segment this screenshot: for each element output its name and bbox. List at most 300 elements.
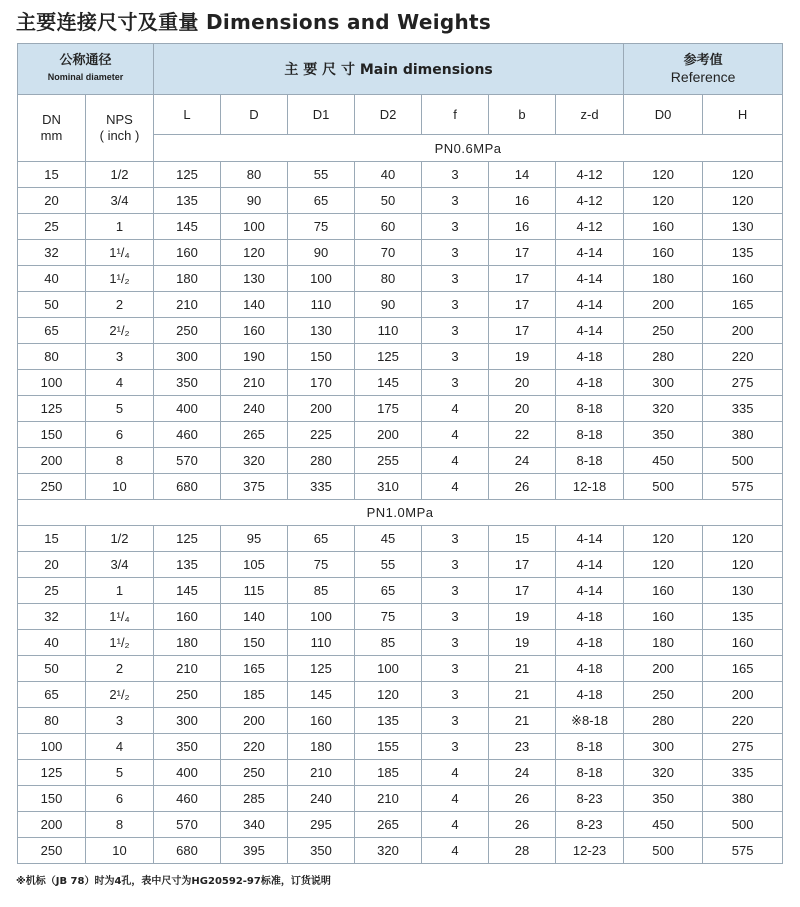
table-cell: 125 [18,760,86,786]
table-cell: 350 [624,786,703,812]
table-cell: 220 [703,344,783,370]
table-cell: 16 [489,214,556,240]
table-cell: 4-18 [556,604,624,630]
table-cell: 110 [288,630,355,656]
table-cell: 145 [288,682,355,708]
table-cell: 1¹/₄ [86,604,154,630]
table-cell: 3 [422,682,489,708]
table-cell: 75 [288,552,355,578]
table-cell: 160 [154,240,221,266]
table-cell: 19 [489,604,556,630]
col-header-b: b [489,95,556,135]
table-cell: 570 [154,812,221,838]
table-cell: 140 [221,292,288,318]
table-cell: 180 [154,266,221,292]
col-header-f: f [422,95,489,135]
nominal-diameter-header [18,44,154,95]
table-cell: 155 [355,734,422,760]
table-cell: 3 [422,162,489,188]
table-cell: 280 [624,708,703,734]
table-cell: 140 [221,604,288,630]
table-cell: 20 [489,396,556,422]
table-cell: 145 [154,578,221,604]
table-cell: 80 [355,266,422,292]
table-cell: 100 [18,734,86,760]
table-cell: 180 [624,266,703,292]
column-header-row [18,95,783,135]
nps-unit: ( inch ) [99,128,140,143]
table-cell: 460 [154,786,221,812]
table-cell: 225 [288,422,355,448]
table-cell: 5 [86,760,154,786]
table-cell: 575 [703,474,783,500]
table-cell: 250 [18,474,86,500]
table-cell: 135 [703,604,783,630]
table-cell: 8-23 [556,786,624,812]
table-cell: 4 [422,422,489,448]
table-cell: 105 [221,552,288,578]
page-title: 主要连接尺寸及重量 Dimensions and Weights [16,10,492,34]
table-cell: 160 [624,578,703,604]
table-cell: 50 [18,292,86,318]
table-cell: 300 [154,344,221,370]
table-cell: 40 [18,630,86,656]
table-cell: 320 [624,396,703,422]
table-cell: 125 [18,396,86,422]
table-cell: 3 [422,214,489,240]
table-cell: 70 [355,240,422,266]
table-cell: 2 [86,656,154,682]
table-cell: 120 [703,552,783,578]
dn-unit: mm [40,128,63,143]
table-cell: 4-14 [556,552,624,578]
table-cell: 4 [422,396,489,422]
table-cell: 165 [703,292,783,318]
table-cell: 150 [18,422,86,448]
table-cell: 8-18 [556,422,624,448]
footnote: ※机标（JB 78）时为4孔，表中尺寸为HG20592-97标准，订货说明 [16,876,331,887]
table-cell: 15 [18,162,86,188]
table-cell: 135 [154,188,221,214]
table-cell: 280 [624,344,703,370]
table-cell: 3 [422,708,489,734]
table-row [18,630,783,656]
col-header-d2: D2 [355,95,422,135]
table-cell: 4-14 [556,292,624,318]
table-row [18,812,783,838]
table-cell: 335 [703,396,783,422]
table-cell: 3/4 [86,188,154,214]
table-cell: 120 [624,552,703,578]
table-cell: 16 [489,188,556,214]
col-header-h: H [703,95,783,135]
table-cell: 3 [422,578,489,604]
table-cell: 4 [422,838,489,864]
table-cell: 130 [703,214,783,240]
table-cell: 24 [489,448,556,474]
table-cell: ※8-18 [556,708,624,734]
table-cell: 1/2 [86,526,154,552]
col-header-z-d: z-d [556,95,624,135]
table-cell: 4-12 [556,188,624,214]
pressure-label: PN1.0MPa [18,500,783,526]
table-cell: 3/4 [86,552,154,578]
table-cell: 120 [624,526,703,552]
table-cell: 400 [154,396,221,422]
table-row [18,318,783,344]
table-cell: 23 [489,734,556,760]
table-cell: 3 [422,734,489,760]
table-cell: 3 [422,526,489,552]
table-cell: 450 [624,812,703,838]
table-cell: 150 [288,344,355,370]
nominal-en-label: Nominal diameter [47,72,124,82]
table-cell: 275 [703,370,783,396]
table-cell: 4-12 [556,162,624,188]
table-cell: 1¹/₂ [86,630,154,656]
table-cell: 130 [288,318,355,344]
table-cell: 125 [355,344,422,370]
table-cell: 4-14 [556,526,624,552]
dn-label: DN [42,112,61,127]
table-cell: 100 [288,266,355,292]
table-cell: 300 [154,708,221,734]
table-cell: 135 [355,708,422,734]
table-cell: 115 [221,578,288,604]
table-cell: 50 [355,188,422,214]
table-row [18,162,783,188]
col-header-d0: D0 [624,95,703,135]
table-cell: 2¹/₂ [86,682,154,708]
table-cell: 4 [422,812,489,838]
table-cell: 85 [288,578,355,604]
main-dimensions-header [154,44,624,95]
table-cell: 380 [703,786,783,812]
table-cell: 1 [86,214,154,240]
table-cell: 120 [221,240,288,266]
table-cell: 680 [154,838,221,864]
table-cell: 160 [703,630,783,656]
table-cell: 90 [221,188,288,214]
reference-en-label: Reference [670,69,736,85]
pressure-row [18,500,783,526]
table-cell: 200 [221,708,288,734]
table-cell: 200 [18,812,86,838]
table-cell: 65 [355,578,422,604]
table-cell: 265 [355,812,422,838]
table-cell: 8-23 [556,812,624,838]
table-cell: 335 [288,474,355,500]
table-cell: 4-14 [556,266,624,292]
table-row [18,526,783,552]
table-cell: 50 [18,656,86,682]
table-row [18,604,783,630]
table-row [18,474,783,500]
table-cell: 20 [489,370,556,396]
table-cell: 4-18 [556,682,624,708]
table-cell: 3 [86,708,154,734]
table-cell: 80 [18,344,86,370]
table-cell: 75 [288,214,355,240]
table-cell: 160 [624,604,703,630]
table-cell: 395 [221,838,288,864]
table-cell: 220 [703,708,783,734]
table-cell: 180 [288,734,355,760]
table-cell: 100 [221,214,288,240]
table-cell: 250 [624,682,703,708]
table-cell: 200 [703,682,783,708]
table-cell: 25 [18,214,86,240]
table-cell: 14 [489,162,556,188]
table-cell: 17 [489,578,556,604]
table-cell: 3 [422,344,489,370]
table-row [18,344,783,370]
table-cell: 160 [154,604,221,630]
table-cell: 8 [86,812,154,838]
table-cell: 65 [18,318,86,344]
table-cell: 285 [221,786,288,812]
table-cell: 45 [355,526,422,552]
table-cell: 145 [154,214,221,240]
table-cell: 120 [624,162,703,188]
table-cell: 110 [355,318,422,344]
table-cell: 8-18 [556,448,624,474]
table-cell: 28 [489,838,556,864]
table-cell: 135 [154,552,221,578]
table-cell: 280 [288,448,355,474]
col-header-d1: D1 [288,95,355,135]
table-cell: 250 [221,760,288,786]
table-cell: 24 [489,760,556,786]
dn-header [18,95,86,162]
nominal-cn-label: 公称通径 [59,53,112,68]
table-row [18,214,783,240]
table-cell: 3 [422,266,489,292]
table-cell: 4-18 [556,370,624,396]
table-cell: 400 [154,760,221,786]
table-cell: 60 [355,214,422,240]
table-cell: 350 [154,734,221,760]
table-cell: 2 [86,292,154,318]
table-row [18,838,783,864]
table-row [18,396,783,422]
table-cell: 500 [703,812,783,838]
table-cell: 32 [18,604,86,630]
table-row [18,266,783,292]
table-cell: 8-18 [556,734,624,760]
table-cell: 1/2 [86,162,154,188]
table-row [18,656,783,682]
table-cell: 310 [355,474,422,500]
table-cell: 120 [703,188,783,214]
table-cell: 17 [489,318,556,344]
col-header-d: D [221,95,288,135]
table-cell: 135 [703,240,783,266]
table-cell: 200 [288,396,355,422]
table-cell: 21 [489,682,556,708]
table-cell: 3 [422,370,489,396]
table-cell: 6 [86,786,154,812]
table-cell: 20 [18,188,86,214]
table-cell: 130 [703,578,783,604]
table-cell: 145 [355,370,422,396]
table-cell: 10 [86,474,154,500]
table-cell: 295 [288,812,355,838]
table-cell: 160 [288,708,355,734]
table-cell: 8-18 [556,396,624,422]
table-cell: 165 [221,656,288,682]
table-cell: 255 [355,448,422,474]
table-row [18,682,783,708]
table-cell: 350 [154,370,221,396]
table-cell: 20 [18,552,86,578]
table-cell: 17 [489,240,556,266]
table-cell: 460 [154,422,221,448]
table-cell: 3 [422,656,489,682]
dimensions-table [17,43,783,864]
table-cell: 21 [489,708,556,734]
table-row [18,188,783,214]
table-cell: 3 [422,188,489,214]
table-cell: 4 [86,370,154,396]
table-cell: 15 [18,526,86,552]
table-cell: 120 [703,526,783,552]
table-cell: 4-14 [556,318,624,344]
table-cell: 160 [221,318,288,344]
table-cell: 21 [489,656,556,682]
table-cell: 340 [221,812,288,838]
table-cell: 125 [154,526,221,552]
table-cell: 200 [624,292,703,318]
table-cell: 350 [288,838,355,864]
table-cell: 3 [86,344,154,370]
table-cell: 120 [624,188,703,214]
table-cell: 200 [355,422,422,448]
table-cell: 85 [355,630,422,656]
table-cell: 680 [154,474,221,500]
table-cell: 22 [489,422,556,448]
table-row [18,552,783,578]
table-cell: 575 [703,838,783,864]
table-cell: 3 [422,630,489,656]
table-cell: 190 [221,344,288,370]
table-cell: 4-14 [556,240,624,266]
table-cell: 8-18 [556,760,624,786]
table-cell: 17 [489,266,556,292]
table-cell: 19 [489,630,556,656]
table-cell: 335 [703,760,783,786]
nps-header [86,95,154,162]
table-cell: 15 [489,526,556,552]
table-cell: 150 [221,630,288,656]
table-cell: 65 [288,526,355,552]
table-cell: 100 [288,604,355,630]
table-cell: 40 [18,266,86,292]
table-cell: 320 [624,760,703,786]
table-cell: 4-14 [556,578,624,604]
table-cell: 1¹/₄ [86,240,154,266]
table-cell: 10 [86,838,154,864]
table-cell: 8 [86,448,154,474]
table-row [18,760,783,786]
table-cell: 1 [86,578,154,604]
table-cell: 4 [422,786,489,812]
table-cell: 210 [288,760,355,786]
col-header-l: L [154,95,221,135]
table-cell: 210 [355,786,422,812]
table-cell: 65 [18,682,86,708]
table-cell: 3 [422,318,489,344]
table-cell: 160 [703,266,783,292]
table-cell: 185 [355,760,422,786]
table-cell: 4-18 [556,344,624,370]
table-cell: 375 [221,474,288,500]
table-row [18,786,783,812]
table-row [18,292,783,318]
main-dimensions-label: 主 要 尺 寸 Main dimensions [284,62,493,78]
table-row [18,422,783,448]
table-cell: 3 [422,292,489,318]
reference-header [624,44,783,95]
table-cell: 4-18 [556,630,624,656]
table-cell: 380 [703,422,783,448]
table-row [18,448,783,474]
table-cell: 4-18 [556,656,624,682]
table-cell: 350 [624,422,703,448]
table-cell: 240 [221,396,288,422]
table-cell: 95 [221,526,288,552]
table-row [18,370,783,396]
table-cell: 25 [18,578,86,604]
table-cell: 180 [624,630,703,656]
pressure-label: PN0.6MPa [154,135,783,162]
table-cell: 265 [221,422,288,448]
table-cell: 160 [624,214,703,240]
table-row [18,240,783,266]
table-cell: 32 [18,240,86,266]
header-row-group [18,44,783,95]
table-cell: 275 [703,734,783,760]
table-cell: 80 [18,708,86,734]
table-row [18,578,783,604]
table-cell: 120 [355,682,422,708]
table-cell: 1¹/₂ [86,266,154,292]
table-row [18,734,783,760]
table-cell: 40 [355,162,422,188]
table-cell: 75 [355,604,422,630]
table-cell: 110 [288,292,355,318]
table-cell: 6 [86,422,154,448]
table-cell: 26 [489,474,556,500]
table-cell: 3 [422,604,489,630]
table-cell: 26 [489,812,556,838]
table-cell: 80 [221,162,288,188]
table-cell: 250 [624,318,703,344]
table-cell: 320 [355,838,422,864]
table-cell: 250 [18,838,86,864]
table-cell: 200 [703,318,783,344]
table-cell: 12-23 [556,838,624,864]
table-cell: 150 [18,786,86,812]
table-cell: 125 [154,162,221,188]
table-cell: 4-12 [556,214,624,240]
table-cell: 570 [154,448,221,474]
table-cell: 90 [288,240,355,266]
table-cell: 210 [154,656,221,682]
table-cell: 4 [422,474,489,500]
table-cell: 500 [624,838,703,864]
table-row [18,708,783,734]
